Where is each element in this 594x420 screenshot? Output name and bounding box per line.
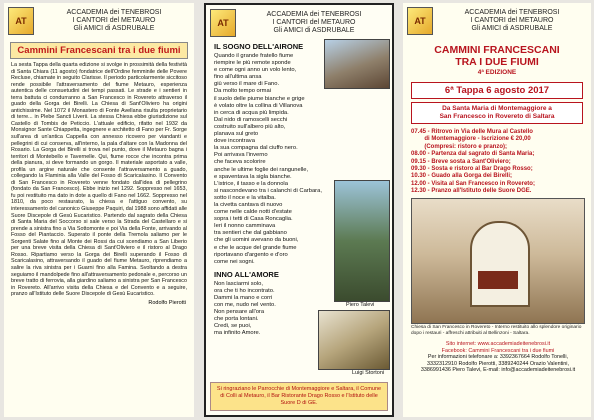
photo-caption: Chiesa di San Francesco in Rovereto - Interno restituito allo splendore originario dopo i restauri - affreschi attribuiti al Bellinzoni - Saltara.	[411, 325, 582, 336]
panel1-text: La sesta Tappa della quarta edizione si svolge in prossimità della festività di Santa Chiara (11 agosto) fondatrice dell'Ordine femminile delle Povere Recluse, chiamate in seguito Clarisse. Il periodo particolarmente siccitoso rende possibile l'attraversamento del fiume Metauro, esperienza autentica delle consuetudini dei tempi passati. Le strade e i sentieri in terra battuta ci condurranno a San Francesco in Rovereto attraverso il guado della Gorga dei Birelli. La Chiesa di Sant'Oliviero ha origini antichissime. Nel 1072 il Monastero di Fonte Avellana risulta proprietario di terre... in Plebe Sancti Liverii. La stessa Chiesa ebbe giurisdizione sul Castello di Tombis de Peticcio. L'attuale edificio, rifatto nel 1932 da Monsignor Sante Chiappetta, ingegnere e architetto di Fano per Fr. Sorge sull'area di un'antica Cappella con annesso ricovero per viandanti e pellegrini di cui conserva, all'interno, la pala d'altare con la Madonna del Rosario. La Gorga dei Birelli si trova nel punto, dove il Metauro bagna i territori di Montebello e Tavernelle. Qui, fiume rocce che incontra prima della pianura, si deve formando un gorgo. Il materiale asportato a valle, profila un argine naturale che consente l'attraversamento a guado, collegando la Flaminia alla Valle del Fosso di Scaricalasino. Il Convento di San Francesco in Rovereto venne fondato dall'idea di pellegrino (fondato da San Francesco). Ebbe inizio nel 1292. Soppresso nel 1653, fu poi restituito ma dato in dote a quello di Fano nel 1662. Soppresso nel 1810, da poco restaurato, la chiesa e l'attiguo convento, su interessamento del canonico Giuseppe Paquiri, dal 1988 sono affidati alle Suore Discepole di Gesù Eucaristico. Partendo dal sagrato della Chiesa di Santa Maria del Soccorso si sale verso la Strada del Castellaro e si prende a sinistra fino a Via Sottomonte e poi Via della Fonte, arrivando al Fosso del Piantaccio. Superato il ponte della Tremola saliamo per le Sorgenti Salate fino al Monte dei Rossi da cui scendiamo a San Liberio per una breve visita della Chiesa di Sant'Oliviero e il ristoro al Drago Rosso. Ripartiamo verso la Gorga dei Birelli superando il Fosso di Scaricalasino, attraversando il guado del fiume Metauro, riprendiamo a salire la riva sinistra per i Guarni fino alla Famina. Svoltando a destra seguiamo il mandolpede fino all'attraversamento pedonale e, percorso un breve tratto di ferrovia, alla giardino saliamo a sinistra per San Francesco in Rovereto. All'arrivo visita della Chiesa e del Convento e a seguire, pranzo all'Istituto delle Suore Discepole di Gesù Eucaristico.	[11, 62, 187, 298]
route-line: Da Santa Maria di Montemaggiore a	[442, 105, 552, 112]
poem-text: Quando il grande fratello fiume riempire le più remote sponde e come ogni anno un volo lento, fino all'ultima ansa giù verso il mare di Fano. Da molto tempo ormai il suolo delle piume bianche e grige è volato oltre la collina di Villanova in cerca di acqua più limpida. Dal nido di ramoscelli secchi costruito sull'albero più alto, planava sul greto dove incontrava la sua compagna dal ciuffo nero. Poi arrivava l'inverno che faceva scolorire anche le ultime foglie dei rangunelle, e spaventava la sigla bianche. L'istrice, il tasso e la donnola si nascondevano tra i calanchi di Carbara, sotto il noce e la vitalba. la civetta cantava di nuovo come nelle calde notti d'estate sopra i tetti di Casa Roncaglia. Ieri il nonno camminava tra sentieri che dal gabbiano che gli uomini avevano da buoni, e che le acque del grande fiume riportavano d'argento e d'oro come nei sogni.	[214, 53, 322, 265]
contact-info	[411, 341, 585, 374]
main-title	[409, 44, 585, 68]
academy-logo: AT	[407, 7, 433, 35]
title-line: TRA I DUE FIUMI	[455, 56, 539, 68]
header-line: Gli AMICI di ASDRUBALE	[73, 25, 155, 32]
header-text	[437, 9, 587, 33]
program-item: 12.00 - Visita al San Francesco in Rovereto;	[411, 180, 535, 187]
website-link[interactable]: Sito internet: www.accademiadeitenebrosi.it	[445, 341, 551, 347]
photo-credit: Luigi Stortoni	[352, 370, 385, 376]
program-list	[411, 129, 585, 196]
header-line: Gli AMICI di ASDRUBALE	[273, 27, 355, 34]
photo-credit: Piero Talevi	[346, 302, 375, 308]
header	[210, 8, 388, 38]
header-line: ACCADEMIA dei TENEBROSI	[464, 9, 560, 16]
academy-logo: AT	[210, 9, 236, 37]
facebook-link[interactable]: Facebook: Cammini Francescani tra i due fiumi	[441, 347, 555, 354]
phone-line: Per informazioni telefonare a: 3392367664 Rodolfo Tonelli,	[427, 354, 569, 361]
panel1-author: Rodolfo Pierotti	[148, 299, 186, 306]
phone-email-line: 3386991436 Piero Talevi, E-mail: info@accademiadeitenebrosi.it	[420, 367, 576, 374]
left-panel	[4, 3, 194, 417]
thanks-footer: Si ringraziano le Parrocchie di Montemaggiore e Saltara, il Comune di Colli al Metauro, il Bar Ristorante Drago Rosso e l'Istituto delle Suore D di GE.	[210, 382, 388, 411]
program-item: 09.30 - Sosta e ristoro al Bar Drago Rosso;	[411, 166, 533, 173]
title-line: CAMMINI FRANCESCANI	[434, 44, 560, 56]
header-text	[38, 9, 190, 33]
river-photo	[334, 180, 390, 302]
poem-title: IL SOGNO DELL'AIRONE	[214, 42, 304, 51]
phone-line: 3332312910 Rodolfo Pierotti, 3389240244 Orazio Valentini,	[427, 360, 569, 367]
stage-date: 6ª Tappa 6 agosto 2017	[411, 82, 583, 99]
program-item: 12.30 - Pranzo all'Istituto delle Suore DGE.	[411, 188, 532, 195]
flower-photo	[318, 310, 390, 370]
church-arch	[470, 221, 530, 307]
header-line: ACCADEMIA dei TENEBROSI	[266, 11, 362, 18]
program-item: di Montemaggiore - Iscrizione € 20,00	[411, 136, 531, 143]
church-photo	[411, 198, 585, 324]
header	[8, 6, 190, 36]
poem-title: INNO ALL'AMORE	[214, 269, 279, 279]
program-item: 09.15 - Breve sosta a Sant'Oliviero;	[411, 158, 511, 165]
middle-panel	[204, 3, 394, 417]
header-line: I CANTORI del METAURO	[272, 19, 356, 26]
program-item: 10.30 - Guado alla Gorga dei Birelli;	[411, 173, 513, 180]
panel1-title: Cammini Francescani tra i due fiumi	[10, 42, 188, 59]
edition-label: 4ª EDIZIONE	[477, 69, 517, 76]
header-line: ACCADEMIA dei TENEBROSI	[66, 9, 162, 16]
church-altar	[478, 271, 518, 289]
route-box	[411, 102, 583, 124]
program-item: (Compresi: ristoro e pranzo);	[411, 143, 508, 150]
program-item: 08.00 - Partenza dal sagrato di Santa Maria;	[411, 151, 535, 158]
poem-text: Non lasciarmi solo, ora che ti ho incontrato. Dammi la mano e corri con me, nudo nel vento. Non pensare all'ora che porta lontani. Credi, se puoi, ma infinito Amore.	[214, 280, 276, 337]
header-line: I CANTORI del METAURO	[470, 17, 554, 24]
header	[407, 6, 587, 36]
header-line: I CANTORI del METAURO	[72, 17, 156, 24]
header-line: Gli AMICI di ASDRUBALE	[471, 25, 553, 32]
header-text	[240, 11, 388, 35]
academy-logo: AT	[8, 7, 34, 35]
heron-photo	[324, 39, 390, 89]
right-panel	[403, 3, 591, 417]
program-item: 07.45 - Ritrovo in Via delle Mura al Castello	[411, 129, 533, 135]
route-line: San Francesco in Rovereto di Saltara	[439, 113, 555, 120]
